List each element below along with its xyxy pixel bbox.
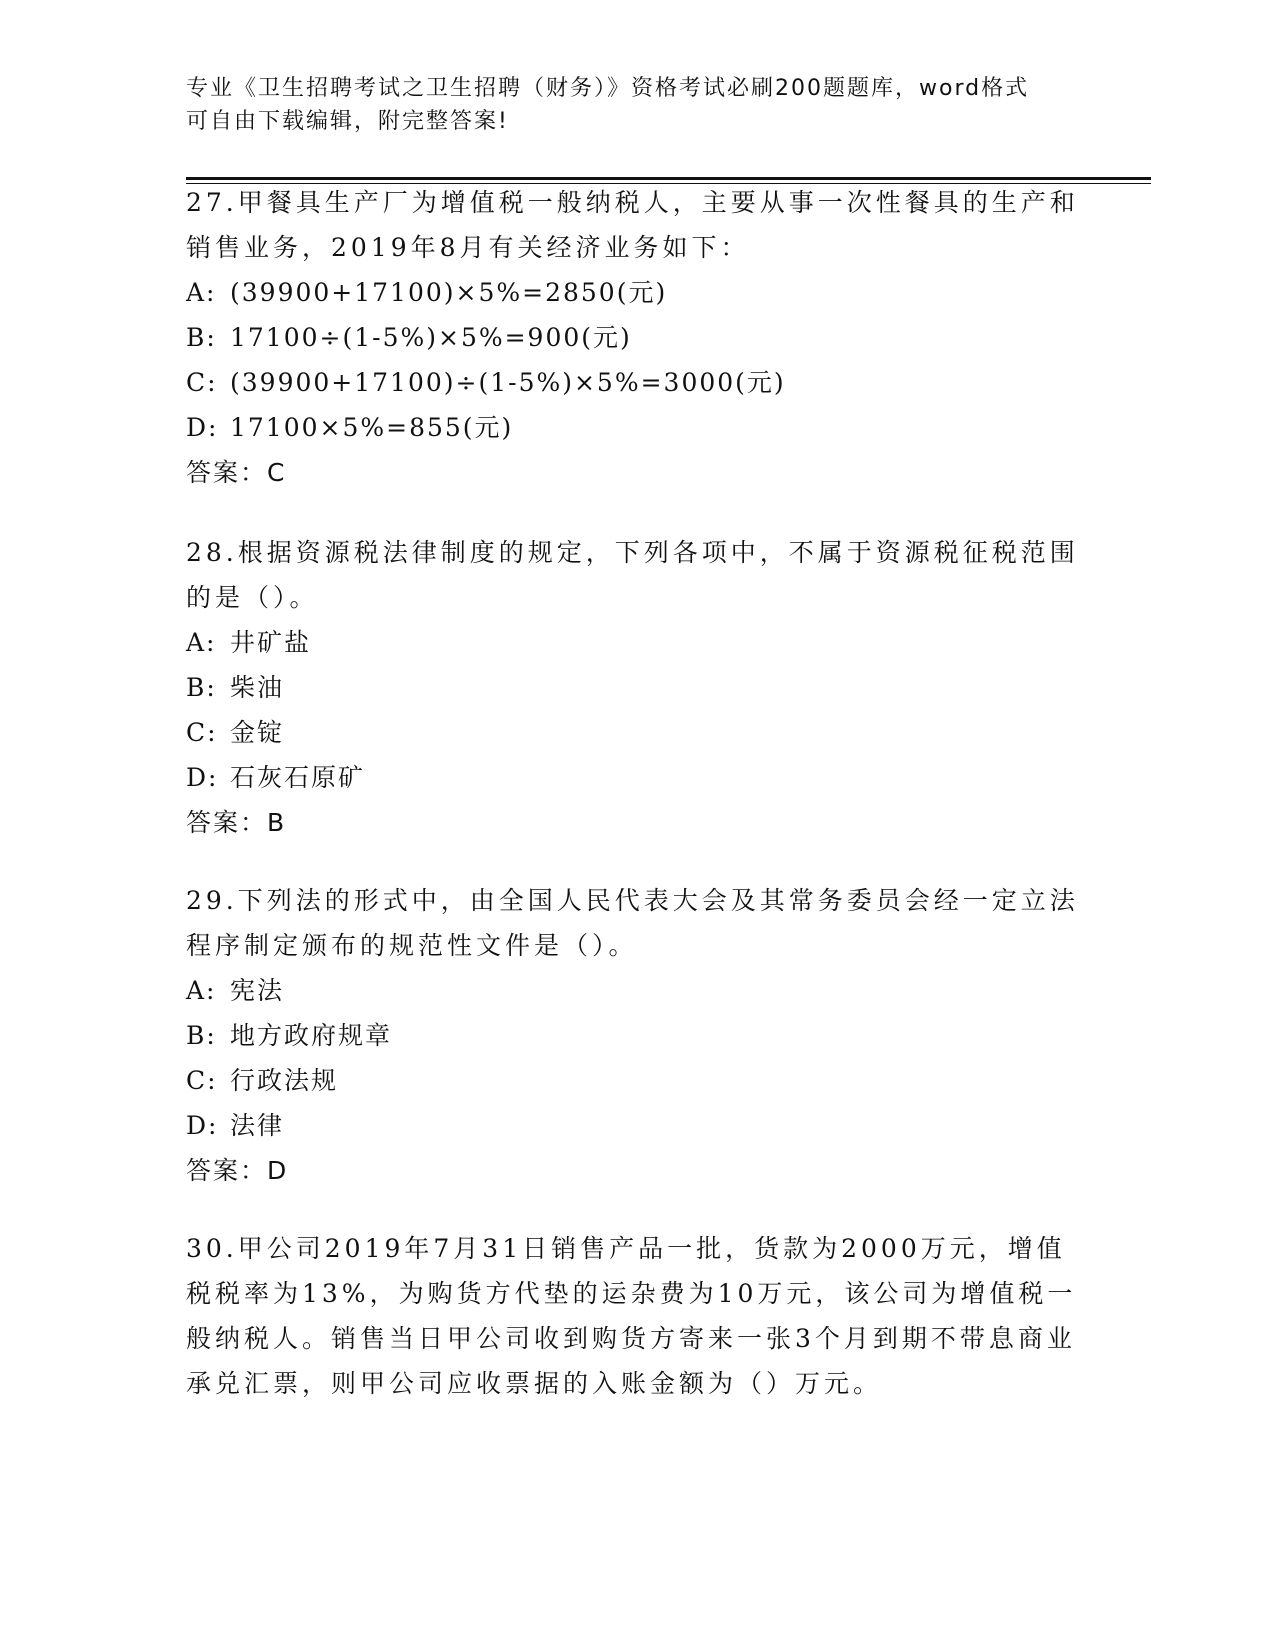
question-27 <box>186 180 1086 495</box>
option-letter: A: <box>186 976 217 1005</box>
option-letter: D: <box>186 763 219 792</box>
option-b <box>186 1013 1086 1058</box>
header-line-2: 可自由下载编辑，附完整答案! <box>186 109 509 134</box>
question-28 <box>186 530 1086 845</box>
option-letter: C: <box>186 368 218 397</box>
answer-line: 答案：B <box>186 808 287 837</box>
question-text: 29.下列法的形式中，由全国人民代表大会及其常务委员会经一定立法程序制定颁布的规范性文件是（）。 <box>186 886 1079 960</box>
answer-line: 答案：C <box>186 458 287 487</box>
option-letter: D: <box>186 1111 219 1140</box>
option-c <box>186 360 1086 405</box>
option-letter: A: <box>186 278 217 307</box>
option-text: 17100×5%=855(元) <box>230 413 514 442</box>
option-text: 金锭 <box>230 718 285 747</box>
option-letter: B: <box>186 1021 217 1050</box>
option-text: 宪法 <box>230 976 285 1005</box>
option-text: 井矿盐 <box>230 628 312 657</box>
option-text: (39900+17100)×5%=2850(元) <box>230 278 668 307</box>
option-c <box>186 710 1086 755</box>
option-letter: A: <box>186 628 217 657</box>
option-text: 法律 <box>230 1111 285 1140</box>
option-b <box>186 315 1086 360</box>
question-text: 30.甲公司2019年7月31日销售产品一批，货款为2000万元，增值税税率为13%，为购货方代垫的运杂费为10万元，该公司为增值税一般纳税人。销售当日甲公司收到购货方寄来一张3个月到期不带息商业承兑汇票，则甲公司应收票据的入账金额为（）万元。 <box>186 1234 1077 1398</box>
option-a <box>186 270 1086 315</box>
option-text: 17100÷(1-5%)×5%=900(元) <box>230 323 632 352</box>
option-a <box>186 968 1086 1013</box>
answer-line: 答案：D <box>186 1156 289 1185</box>
question-30 <box>186 1226 1086 1406</box>
option-d <box>186 405 1086 450</box>
option-a <box>186 620 1086 665</box>
option-letter: B: <box>186 323 217 352</box>
option-text: 柴油 <box>230 673 285 702</box>
option-d <box>186 755 1086 800</box>
option-b <box>186 665 1086 710</box>
option-text: 行政法规 <box>230 1066 339 1095</box>
option-d <box>186 1103 1086 1148</box>
question-text: 28.根据资源税法律制度的规定，下列各项中，不属于资源税征税范围的是（）。 <box>186 538 1079 612</box>
header-line-1: 专业《卫生招聘考试之卫生招聘（财务）》资格考试必刷200题题库，word格式 <box>186 76 1030 101</box>
option-letter: D: <box>186 413 219 442</box>
option-letter: C: <box>186 718 218 747</box>
option-text: 地方政府规章 <box>230 1021 393 1050</box>
option-text: (39900+17100)÷(1-5%)×5%=3000(元) <box>230 368 786 397</box>
question-29 <box>186 878 1086 1193</box>
option-letter: B: <box>186 673 217 702</box>
question-text: 27.甲餐具生产厂为增值税一般纳税人，主要从事一次性餐具的生产和销售业务，2019年8月有关经济业务如下： <box>186 188 1079 262</box>
document-header <box>186 72 1066 138</box>
option-text: 石灰石原矿 <box>230 763 366 792</box>
option-letter: C: <box>186 1066 218 1095</box>
option-c <box>186 1058 1086 1103</box>
